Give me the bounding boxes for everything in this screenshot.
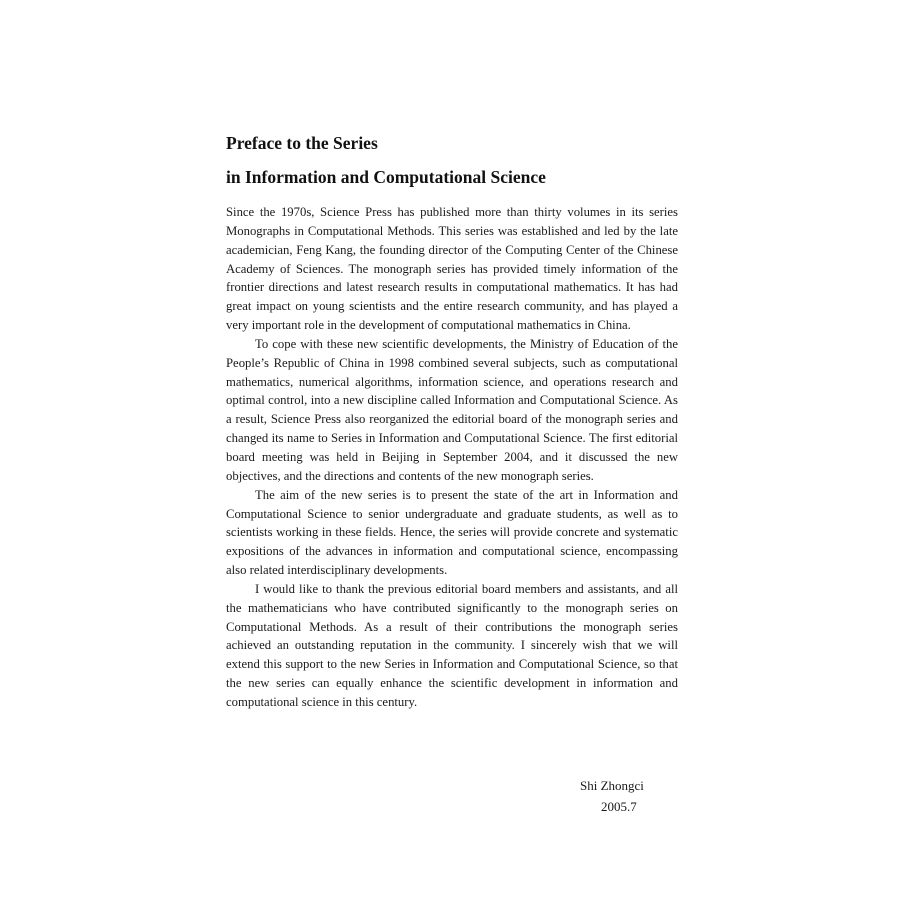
- preface-body: [226, 203, 678, 712]
- preface-page: [226, 126, 678, 712]
- signature-block: [580, 775, 680, 817]
- preface-title-line-2: in Information and Computational Science: [226, 167, 546, 187]
- paragraph-2: To cope with these new scientific developments, the Ministry of Education of the People’s Republic of China in 1998 combined several subjects, such as computational mathematics, numerical algorithms, information science, and operations research and optimal control, into a new discipline called Information and Computational Science. As a result, Science Press also reorganized the editorial board of the monograph series and changed its name to Series in Information and Computational Science. The first editorial board meeting was held in Beijing in September 2004, and it discussed the new objectives, and the directions and contents of the new monograph series.: [226, 336, 678, 483]
- paragraph-1: Since the 1970s, Science Press has published more than thirty volumes in its series Monographs in Computational Methods. This series was established and led by the late academician, Feng Kang, the founding director of the Computing Center of the Chinese Academy of Sciences. The monograph series has provided timely information of the frontier directions and latest research results in computational mathematics. It has had great impact on young scientists and the entire research community, and has played a very important role in the development of computational mathematics in China.: [226, 205, 678, 333]
- signature-name: Shi Zhongci: [580, 778, 644, 793]
- paragraph-3: The aim of the new series is to present the state of the art in Information and Computational Science to senior undergraduate and graduate students, as well as to scientists working in these fields. Hence, the series will provide concrete and systematic expositions of the advances in information and computational science, encompassing also related interdisciplinary developments.: [226, 487, 678, 578]
- signature-date: 2005.7: [601, 799, 637, 814]
- preface-title-line-1: Preface to the Series: [226, 133, 378, 153]
- paragraph-4: I would like to thank the previous editorial board members and assistants, and all the mathematicians who have contributed significantly to the monograph series on Computational Methods. As a result of their contributions the monograph series achieved an outstanding reputation in the community. I sincerely wish that we will extend this support to the new Series in Information and Computational Science, so that the new series can equally enhance the scientific development in information and computational science in this century.: [226, 581, 678, 709]
